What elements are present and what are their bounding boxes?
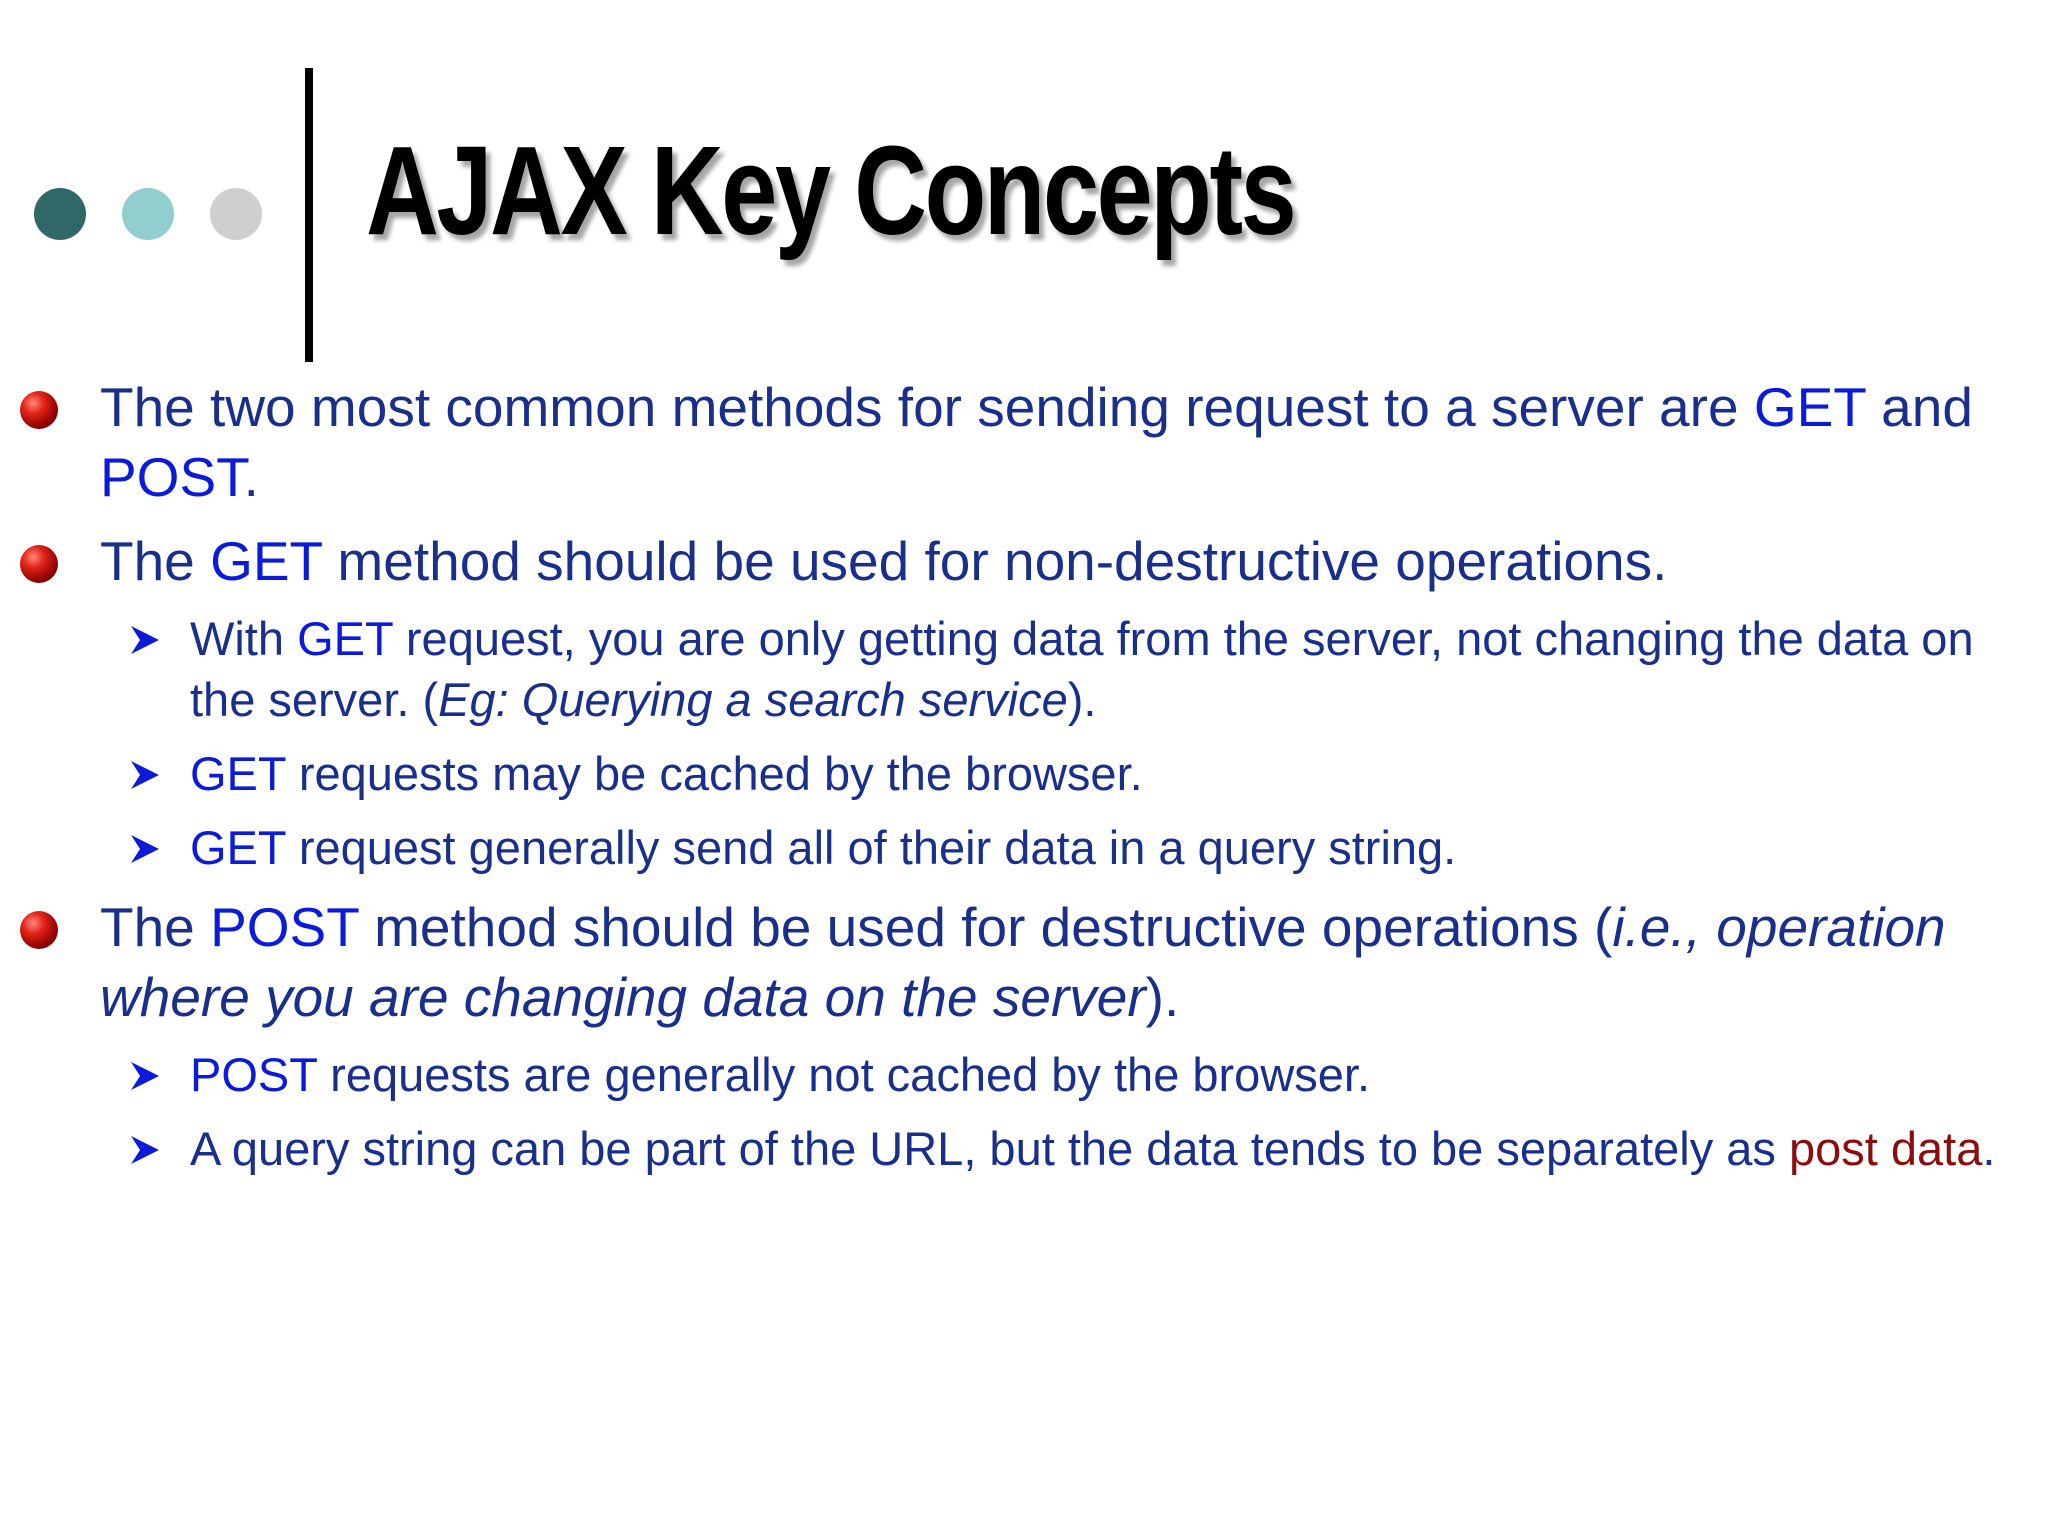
arrow-bullet-icon: [128, 758, 162, 792]
bullet-text: The: [100, 896, 211, 958]
keyword-get: GET: [297, 612, 393, 665]
slide-content: [0, 372, 2000, 1179]
arrow-bullet-icon: [128, 832, 162, 866]
arrow-bullet-icon: [128, 1059, 162, 1093]
keyword-get: GET: [190, 821, 286, 874]
bullet-text: and: [1865, 376, 1973, 438]
bullet-text: method should be used for non-destructive operations.: [322, 530, 1668, 592]
arrow-bullet-icon: [128, 623, 162, 657]
sub-bullet-3-2: [0, 1118, 2000, 1179]
sub-bullet-3-1: [0, 1044, 2000, 1105]
keyword-get: GET: [190, 747, 286, 800]
bullet-3: [0, 892, 2000, 1032]
light-teal-dot-icon: [122, 188, 174, 240]
keyword-post: POST: [190, 1048, 318, 1101]
bullet-text: The: [100, 530, 211, 592]
sub-bullet-text: requests are generally not cached by the browser.: [317, 1048, 1371, 1101]
bullet-text: .: [243, 446, 259, 508]
sub-bullet-text: requests may be cached by the browser.: [285, 747, 1143, 800]
sub-bullet-2-3: [0, 817, 2000, 878]
sub-bullet-text: .: [1982, 1122, 1996, 1175]
red-ball-bullet-icon: [20, 391, 58, 429]
bullet-1: [0, 372, 2000, 512]
emphasis-text: i.e., operation where you are changing data on the server: [100, 896, 1946, 1028]
dark-teal-dot-icon: [34, 188, 86, 240]
sub-bullet-text: request, you are only getting data from the server, not changing the data on the server. (: [190, 612, 1974, 726]
red-ball-bullet-icon: [20, 911, 58, 949]
sub-bullet-text: ).: [1067, 673, 1097, 726]
post-data-highlight: post data: [1789, 1122, 1983, 1175]
arrow-bullet-icon: [128, 1133, 162, 1167]
title-divider: [305, 68, 313, 362]
sub-bullet-text: request generally send all of their data in a query string.: [285, 821, 1457, 874]
example-text: Eg: Querying a search service: [438, 673, 1068, 726]
sub-bullet-text: With: [190, 612, 298, 665]
sub-bullet-text: A query string can be part of the URL, but the data tends to be separately as: [190, 1122, 1789, 1175]
grey-dot-icon: [210, 188, 262, 240]
slide-title: AJAX Key Concepts: [366, 120, 1295, 261]
keyword-post: POST: [100, 446, 244, 508]
red-ball-bullet-icon: [20, 545, 58, 583]
keyword-get: GET: [1753, 376, 1866, 438]
sub-bullet-2-1: [0, 608, 2000, 730]
keyword-get: GET: [210, 530, 323, 592]
keyword-post: POST: [210, 896, 359, 958]
bullet-2: [0, 526, 2000, 596]
bullet-text: The two most common methods for sending request to a server are: [100, 376, 1754, 438]
sub-bullet-2-2: [0, 743, 2000, 804]
bullet-text: ).: [1145, 966, 1180, 1028]
bullet-text: method should be used for destructive operations (: [358, 896, 1613, 958]
